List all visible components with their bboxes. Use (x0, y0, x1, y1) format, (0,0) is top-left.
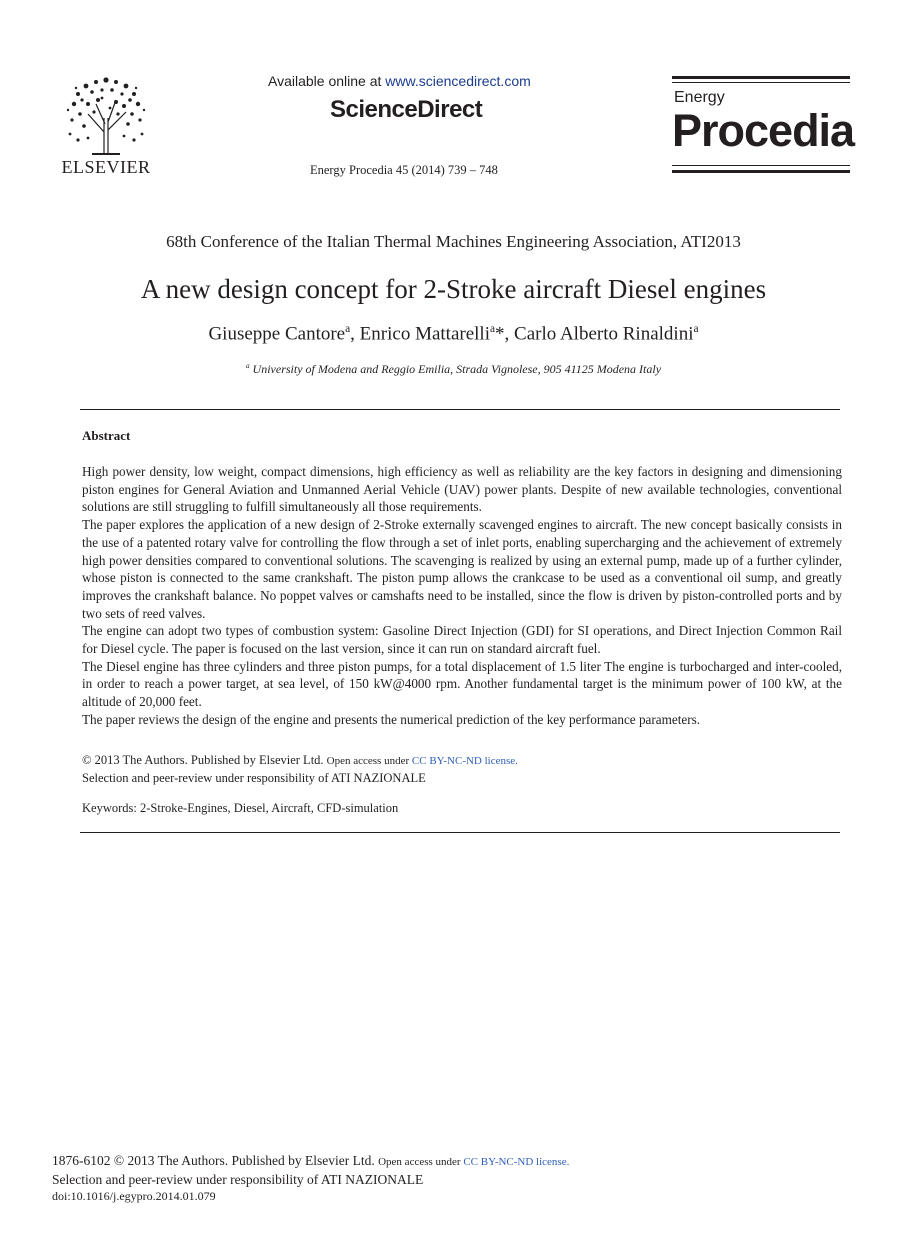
copyright-line (82, 752, 842, 770)
open-access-text: Open access under (326, 755, 412, 767)
author-affiliation-mark: a (489, 323, 496, 335)
journal-logo-rule-top-thin (672, 82, 850, 83)
journal-reference: Energy Procedia 45 (2014) 739 – 748 (310, 163, 498, 177)
footer-issn-text: 1876-6102 © 2013 The Authors. Published by Elsevier Ltd. (52, 1153, 379, 1168)
author-separator: , (350, 323, 360, 345)
conference-name: 68th Conference of the Italian Thermal Machines Engineering Association, ATI2013 (166, 232, 741, 251)
author-name: Carlo Alberto Rinaldini (514, 323, 694, 345)
abstract-heading: Abstract (82, 428, 131, 443)
availability-prefix: Available online at (268, 73, 386, 89)
footer-open-access-text: Open access under (378, 1156, 464, 1168)
footer-license-link[interactable]: CC BY-NC-ND license. (463, 1156, 570, 1168)
abstract-paragraph: The engine can adopt two types of combustion system: Gasoline Direct Injection (GDI) for SI operations, and Direct Injection Common Rail for Diesel cycle. The paper is focused on the last version, since it can run on standard aircraft fuel. (82, 623, 842, 657)
abstract-paragraph: The paper explores the application of a new design of 2-Stroke externally scavenged engines to aircraft. The new concept basically consists in the use of a patented rotary valve for controlling the flow through a set of inlet ports, enabling supercharging and the achievement of extremely high power densities compared to conventional solutions. The scavenging is realized by using an external pump, made up of a further cylinder, whose piston is connected to the same crankshaft. The piston pump allows the crankcase to be used as a conventional oil sump, and greatly improves the crankshaft balance. No poppet valves or camshafts need to be installed, since the flow is driven by piston-controlled ports and by two sets of reed valves. (82, 517, 842, 621)
divider-top (80, 409, 840, 410)
footer-issn-line (52, 1152, 852, 1171)
journal-logo-rule-top (672, 76, 850, 79)
author-name: Giuseppe Cantore (208, 323, 346, 345)
copyright-text: © 2013 The Authors. Published by Elsevier Ltd. (82, 753, 327, 767)
author-list (0, 323, 907, 345)
license-link[interactable]: CC BY-NC-ND license. (411, 755, 518, 767)
journal-logo-rule-bottom (672, 170, 850, 173)
publisher-name: ELSEVIER (61, 157, 151, 177)
author-separator: , (504, 323, 515, 345)
abstract-body (82, 463, 842, 729)
journal-logo-small: Energy (674, 89, 725, 106)
abstract-paragraph: High power density, low weight, compact dimensions, high efficiency as well as reliability are the key factors in designing and dimensioning piston engines for General Aviation and Unmanned Aerial Vehicle (UAV) power plants. Despite of new available technologies, conventional solutions are still struggling to fulfill simultaneously all those requirements. (82, 464, 842, 515)
abstract-paragraph: The paper reviews the design of the engine and presents the numerical prediction of the key performance parameters. (82, 711, 701, 727)
tree-icon (58, 74, 154, 158)
divider-bottom (80, 832, 840, 833)
sciencedirect-link[interactable]: www.sciencedirect.com (385, 73, 531, 89)
journal-logo-rule-bottom-thin (672, 165, 850, 166)
copyright-block (82, 752, 842, 787)
author-affiliation-mark: a (693, 323, 699, 335)
peer-review-line: Selection and peer-review under responsibility of ATI NAZIONALE (82, 771, 426, 785)
author-affiliation-mark: a (345, 323, 351, 335)
footer-review-line: Selection and peer-review under responsibility of ATI NAZIONALE (52, 1172, 424, 1187)
corresponding-author-mark: * (495, 323, 505, 345)
sciencedirect-logo: ScienceDirect (330, 96, 483, 123)
journal-logo-big: Procedia (672, 105, 855, 156)
paper-title: A new design concept for 2-Stroke aircraft Diesel engines (140, 274, 767, 304)
affiliation-text: University of Modena and Reggio Emilia, Strada Vignolese, 905 41125 Modena Italy (249, 362, 662, 376)
availability-line (268, 73, 531, 89)
affiliation (0, 362, 907, 377)
affiliation-mark: a (245, 362, 250, 370)
footer (52, 1152, 852, 1205)
author-name: Enrico Mattarelli (359, 323, 490, 345)
abstract-paragraph: The Diesel engine has three cylinders and three piston pumps, for a total displacement of 1.5 liter The engine is turbocharged and inter-cooled, in order to reach a power target, at sea level, of 150 kW@4000 rpm. Another fundamental target is the minimum power of 100 kW, at the altitude of 20,000 feet. (82, 658, 842, 710)
keywords: Keywords: 2-Stroke-Engines, Diesel, Aircraft, CFD-simulation (82, 801, 399, 815)
footer-doi[interactable]: doi:10.1016/j.egypro.2014.01.079 (52, 1189, 216, 1203)
